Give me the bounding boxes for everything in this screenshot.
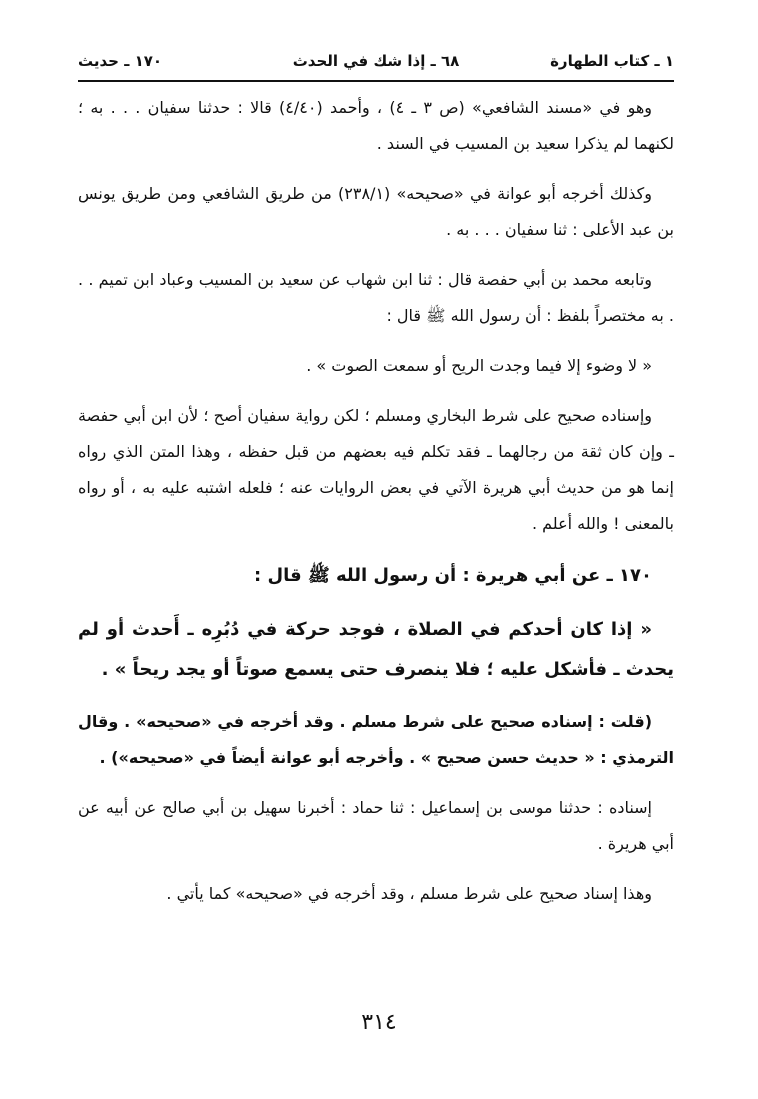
quoted-hadith-text: « لا وضوء إلا فيما وجدت الريح أو سمعت الصوت » .	[306, 356, 652, 375]
paragraph-ibn-abi-hafsa: وتابعه محمد بن أبي حفصة قال : ثنا ابن شهاب عن سعيد بن المسيب وعباد ابن تميم . . . به مختصراً بلفظ : أن رسول الله ﷺ قال :	[78, 270, 674, 325]
author-comment: (قلت : إسناده صحيح على شرط مسلم . وقد أخرجه في «صحيحه» . وقال الترمذي : « حديث حسن صحيح » . وأخرجه أبو عوانة أيضاً في «صحيحه») .	[78, 712, 674, 767]
isnad-paragraph: إسناده : حدثنا موسى بن إسماعيل : ثنا حماد : أخبرنا سهيل بن أبي صالح عن أبيه عن أبي هريرة .	[78, 798, 674, 853]
hadith-170-heading: ١٧٠ ـ عن أبي هريرة : أن رسول الله ﷺ قال :	[254, 565, 652, 586]
page-body	[78, 90, 674, 912]
header-divider	[78, 80, 674, 82]
header-chapter-title: ٦٨ ـ إذا شك في الحدث	[292, 52, 460, 70]
hadith-170-text: « إذا كان أحدكم في الصلاة ، فوجد حركة في دُبُرِه ـ أَحدث أو لم يحدث ـ فأشكل عليه ؛ فلا ينصرف حتى يسمع صوتاً أو يجد ريحاً » .	[78, 619, 674, 680]
header-hadith-number: ١٧٠ ـ حديث	[78, 52, 163, 70]
paragraph-musnad-shafii: وهو في «مسند الشافعي» (ص ٣ ـ ٤) ، وأحمد (٤/٤٠) قالا : حدثنا سفيان . . . به ؛ لكنهما لم يذكرا سعيد بن المسيب في السند .	[78, 98, 674, 153]
running-header	[78, 48, 674, 76]
page-number: ٣١٤	[361, 1010, 397, 1035]
header-book-title: ١ ـ كتاب الطهارة	[550, 52, 674, 70]
paragraph-abu-awana: وكذلك أخرجه أبو عوانة في «صحيحه» (٢٣٨/١) من طريق الشافعي ومن طريق يونس بن عبد الأعلى : ثنا سفيان . . . به .	[78, 184, 674, 239]
paragraph-isnad-note: وإسناده صحيح على شرط البخاري ومسلم ؛ لكن رواية سفيان أصح ؛ لأن ابن أبي حفصة ـ وإن كان ثقة من رجالهما ـ فقد تكلم فيه بعضهم من قبل حفظه ، وهذا المتن الذي رواه إنما هو من حديث أبي هريرة الآتي في بعض الروايات عنه ؛ فلعله اشتبه عليه به ، أو رواه بالمعنى ! والله أعلم .	[78, 406, 674, 533]
closing-paragraph: وهذا إسناد صحيح على شرط مسلم ، وقد أخرجه في «صحيحه» كما يأتي .	[166, 884, 652, 903]
